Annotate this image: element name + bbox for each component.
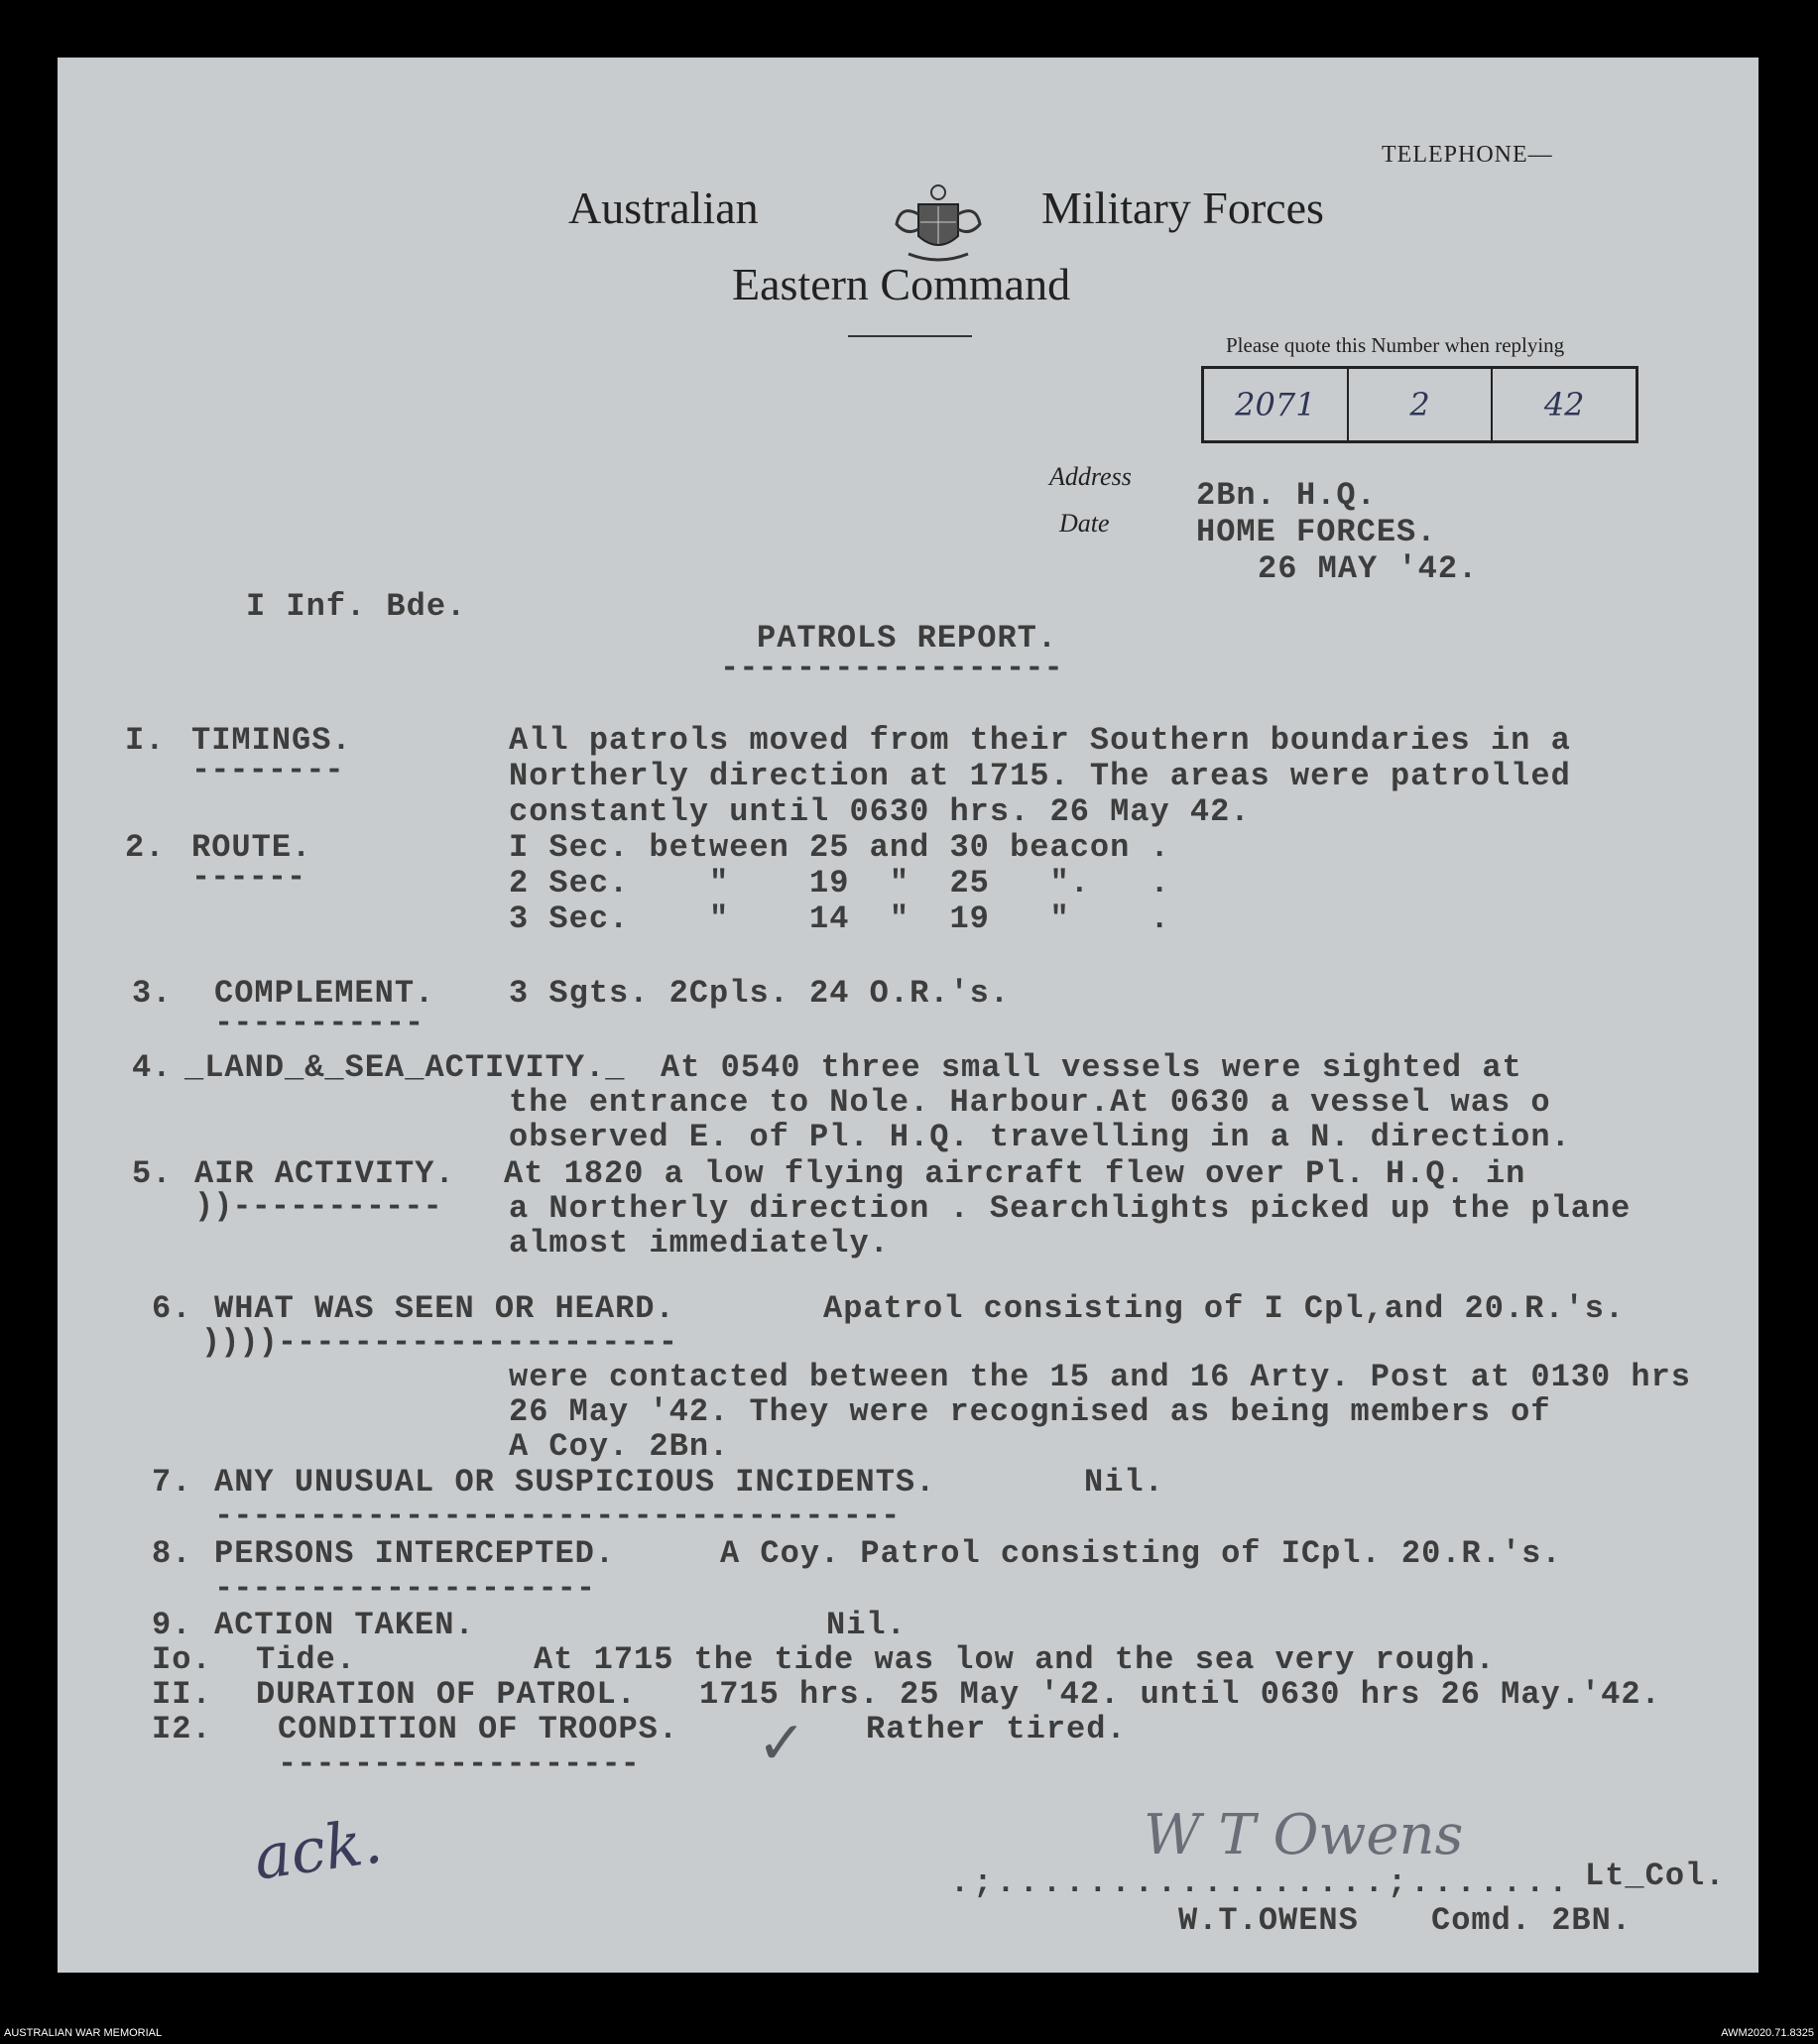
report-title: PATROLS REPORT. bbox=[757, 620, 1058, 657]
section-10-heading: Tide. bbox=[256, 1641, 357, 1678]
section-12-heading: CONDITION OF TROOPS. bbox=[278, 1711, 679, 1747]
address-label: Address bbox=[1049, 462, 1132, 491]
section-7-underline: ------------------------------------ bbox=[214, 1498, 901, 1534]
recipient: I Inf. Bde. bbox=[246, 588, 467, 625]
sender-line-1: 2Bn. H.Q. bbox=[1196, 477, 1377, 514]
section-3-underline: ----------- bbox=[214, 1005, 424, 1041]
report-title-underline: ------------------ bbox=[720, 650, 1063, 686]
letterhead-command: Eastern Command bbox=[732, 259, 1071, 309]
section-12-number: I2. bbox=[152, 1711, 212, 1747]
section-6-number: 6. bbox=[152, 1290, 192, 1327]
section-5-underline: ))----------- bbox=[194, 1188, 442, 1225]
footer-accession-number: AWM2020.71.8325 bbox=[1721, 2027, 1814, 2039]
section-11-number: II. bbox=[152, 1676, 212, 1713]
sender-line-2: HOME FORCES. bbox=[1196, 514, 1437, 550]
section-10-number: Io. bbox=[152, 1641, 212, 1678]
section-4-line-1: At 0540 three small vessels were sighted at bbox=[661, 1049, 1522, 1086]
section-7-heading: ANY UNUSUAL OR SUSPICIOUS INCIDENTS. bbox=[214, 1464, 936, 1501]
signatory-title: Comd. 2BN. bbox=[1431, 1902, 1633, 1939]
section-2-number: 2. bbox=[125, 829, 166, 866]
section-5-number: 5. bbox=[132, 1155, 173, 1192]
section-6-heading: WHAT WAS SEEN OR HEARD. bbox=[214, 1290, 675, 1327]
section-12-underline: ------------------- bbox=[278, 1745, 640, 1782]
section-2-line-3: 3 Sec. " 14 " 19 " . bbox=[509, 901, 1170, 937]
section-1-number: I. bbox=[125, 722, 166, 759]
checkmark-icon: ✓ bbox=[757, 1709, 807, 1778]
section-4-number: 4. bbox=[132, 1049, 173, 1086]
section-5-heading: AIR ACTIVITY. bbox=[194, 1155, 455, 1192]
section-2-line-1: I Sec. between 25 and 30 beacon . bbox=[509, 829, 1170, 866]
section-4-line-2: the entrance to Nole. Harbour.At 0630 a vessel was o bbox=[509, 1084, 1551, 1121]
section-2-line-2: 2 Sec. " 19 " 25 ". . bbox=[509, 865, 1170, 902]
section-5-line-3: almost immediately. bbox=[509, 1225, 890, 1262]
section-9-heading: ACTION TAKEN. bbox=[214, 1607, 475, 1643]
signature-dotted-line: .;.................;....... bbox=[950, 1864, 1572, 1901]
footer-archive-name: AUSTRALIAN WAR MEMORIAL bbox=[4, 2027, 163, 2039]
coat-of-arms-icon bbox=[851, 157, 950, 256]
section-8-number: 8. bbox=[152, 1535, 192, 1572]
section-3-number: 3. bbox=[132, 975, 173, 1012]
telephone-label: TELEPHONE— bbox=[1382, 142, 1553, 168]
section-8-text: A Coy. Patrol consisting of ICpl. 20.R.'s. bbox=[720, 1535, 1562, 1572]
section-1-line-3: constantly until 0630 hrs. 26 May 42. bbox=[509, 793, 1251, 830]
section-7-text: Nil. bbox=[1084, 1464, 1164, 1501]
quote-note: Please quote this Number when replying bbox=[1226, 333, 1565, 357]
ref-number-1: 2071 bbox=[1204, 369, 1349, 440]
section-4-line-3: observed E. of Pl. H.Q. travelling in a N. direction. bbox=[509, 1119, 1571, 1155]
reference-number-box bbox=[1201, 366, 1638, 443]
section-3-heading: COMPLEMENT. bbox=[214, 975, 435, 1012]
section-1-heading: TIMINGS. bbox=[191, 722, 352, 759]
handwritten-ack: ack. bbox=[249, 1804, 387, 1894]
letterhead-left-title: Australian bbox=[568, 182, 759, 233]
section-11-text: 1715 hrs. 25 May '42. until 0630 hrs 26 May.'42. bbox=[699, 1676, 1661, 1713]
letterhead-right-title: Military Forces bbox=[1041, 182, 1324, 233]
document-page bbox=[58, 58, 1758, 1973]
section-5-line-1: At 1820 a low flying aircraft flew over Pl. H.Q. in bbox=[504, 1155, 1526, 1192]
ref-number-2: 2 bbox=[1349, 369, 1494, 440]
section-9-number: 9. bbox=[152, 1607, 192, 1643]
signature: W T Owens bbox=[1144, 1803, 1464, 1867]
section-12-text: Rather tired. bbox=[866, 1711, 1127, 1747]
signature-rank: Lt_Col. bbox=[1585, 1858, 1726, 1894]
section-5-line-2: a Northerly direction . Searchlights picked up the plane bbox=[509, 1190, 1632, 1227]
section-6-line-1: were contacted between the 15 and 16 Arty. Post at 0130 hrs bbox=[509, 1359, 1691, 1395]
section-7-number: 7. bbox=[152, 1464, 192, 1501]
section-6-line-3: A Coy. 2Bn. bbox=[509, 1428, 730, 1465]
letterhead-rule bbox=[848, 335, 972, 337]
section-6-line-2: 26 May '42. They were recognised as being members of bbox=[509, 1393, 1551, 1430]
section-8-heading: PERSONS INTERCEPTED. bbox=[214, 1535, 616, 1572]
sender-line-3: 26 MAY '42. bbox=[1258, 550, 1479, 587]
date-label: Date bbox=[1059, 509, 1110, 538]
section-3-text: 3 Sgts. 2Cpls. 24 O.R.'s. bbox=[509, 975, 1011, 1012]
section-1-line-2: Northerly direction at 1715. The areas were patrolled bbox=[509, 758, 1571, 794]
section-1-line-1: All patrols moved from their Southern boundaries in a bbox=[509, 722, 1571, 759]
section-2-underline: ------ bbox=[191, 859, 306, 896]
section-10-text: At 1715 the tide was low and the sea very rough. bbox=[534, 1641, 1496, 1678]
section-11-heading: DURATION OF PATROL. bbox=[256, 1676, 637, 1713]
section-9-text: Nil. bbox=[826, 1607, 907, 1643]
signatory-name: W.T.OWENS bbox=[1178, 1902, 1359, 1939]
section-6-text: Apatrol consisting of I Cpl,and 20.R.'s. bbox=[823, 1290, 1626, 1327]
section-2-heading: ROUTE. bbox=[191, 829, 312, 866]
section-1-underline: -------- bbox=[191, 752, 344, 788]
section-8-underline: -------------------- bbox=[214, 1570, 596, 1607]
section-4-heading: _LAND_&_SEA_ACTIVITY._ bbox=[184, 1049, 626, 1086]
ref-number-3: 42 bbox=[1543, 386, 1585, 423]
section-6-underline: ))))--------------------- bbox=[201, 1324, 678, 1361]
